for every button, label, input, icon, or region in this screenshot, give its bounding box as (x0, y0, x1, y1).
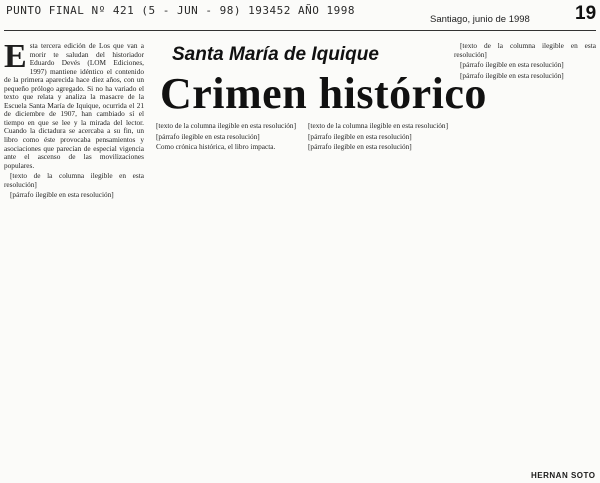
column-paragraph: [párrafo ilegible en esta resolución] (308, 142, 412, 152)
article-column-4 (454, 42, 596, 462)
column-paragraph: Como crónica histórica, el libro impacta. (156, 142, 276, 152)
article-column-1 (4, 42, 144, 462)
article-headline: Crimen histórico (160, 69, 487, 118)
article-column-2 (150, 122, 296, 350)
column-paragraph: sta tercera edición de Los que van a morir te saludan del historiador Eduardo Devés (LOM Ediciones, 1997) mantiene idéntico el contenido de la primera aparecida hace diez años, con un pequeño prólogo agregado. Si no ha variado el texto que relata y analiza la masacre de la Escuela Santa María de Iquique, ocurrida el 21 de diciembre de 1907, han cambiado sí el tiempo en que se lee y la mirada del lector. Cuando la dictadura se acercaba a su fin, un libro como éste provocaba pensamientos y asociaciones que parecían de especial vigencia ante el ascenso de las movilizaciones populares. (4, 42, 144, 170)
article-kicker: Santa María de Iquique (172, 44, 379, 65)
column-paragraph: [párrafo ilegible en esta resolución] (460, 70, 564, 80)
column-paragraph: [texto de la columna ilegible en esta resolución] (4, 171, 144, 189)
header-rule (4, 30, 596, 31)
column-paragraph: [texto de la columna ilegible en esta resolución] (156, 122, 296, 130)
article-column-3 (302, 122, 448, 472)
page-number: 19 (575, 3, 597, 24)
byline: HERNAN SOTO (531, 471, 596, 480)
column-paragraph: [párrafo ilegible en esta resolución] (308, 131, 412, 141)
column-paragraph: [párrafo ilegible en esta resolución] (156, 131, 260, 141)
handwritten-archive-note: PUNTO FINAL Nº 421 (5 - JUN - 98) 193452 AÑO 1998 (6, 4, 356, 17)
column-paragraph: [párrafo ilegible en esta resolución] (460, 60, 564, 70)
column-paragraph: [párrafo ilegible en esta resolución] (10, 190, 114, 200)
drop-cap: E (4, 42, 27, 75)
column-paragraph: [texto de la columna ilegible en esta resolución] (454, 42, 596, 59)
dateline: Santiago, junio de 1998 (430, 14, 530, 25)
column-paragraph: [texto de la columna ilegible en esta resolución] (308, 122, 448, 130)
